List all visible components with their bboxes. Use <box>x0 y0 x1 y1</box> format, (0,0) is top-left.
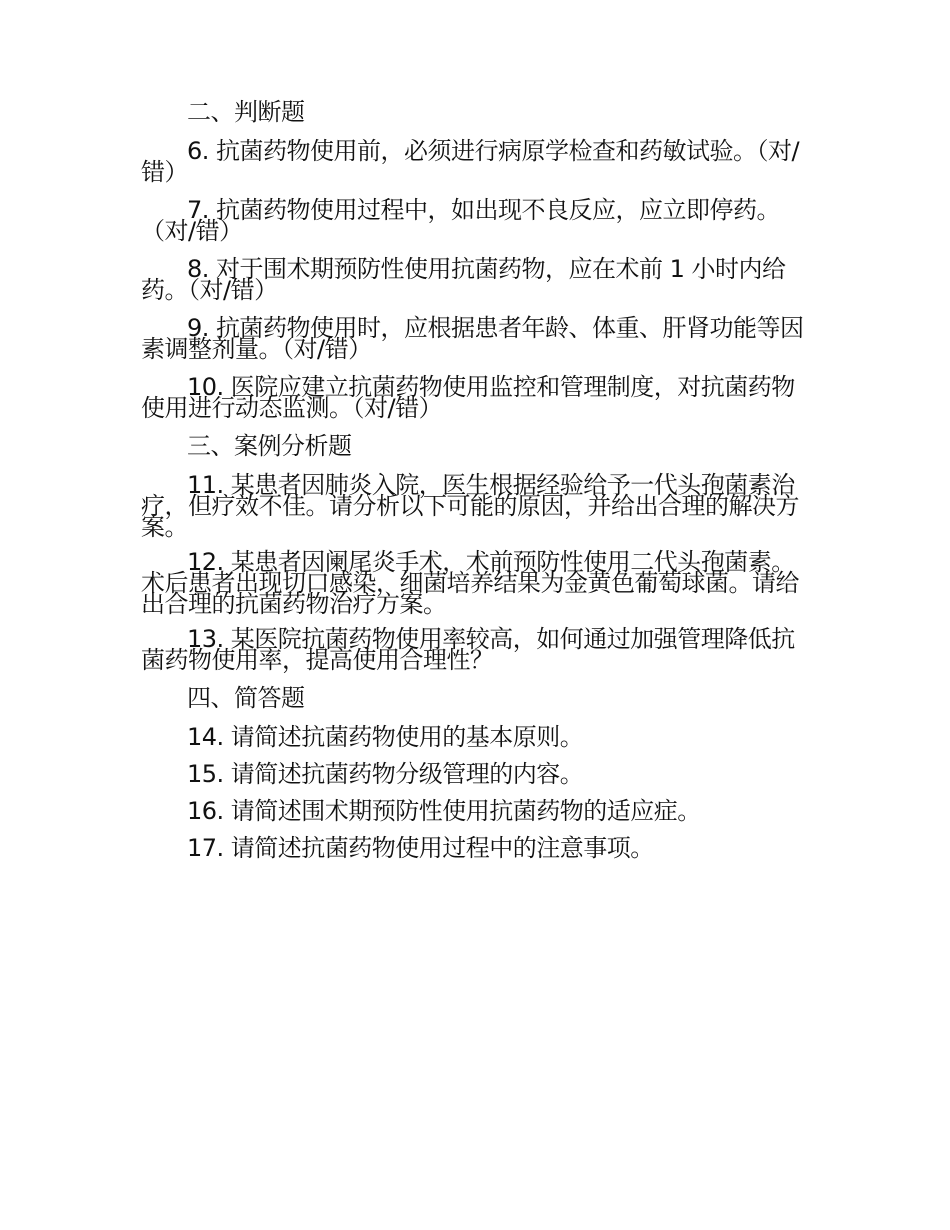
question-7: 7. 抗菌药物使用过程中，如出现不良反应，应立即停药。（对/错） <box>141 196 781 245</box>
question-10: 10. 医院应建立抗菌药物使用监控和管理制度，对抗菌药物使用进行动态监测。（对/错） <box>141 373 795 422</box>
section-heading-short-answer: 四、简答题 <box>187 684 305 712</box>
question-11: 11. 某患者因肺炎入院，医生根据经验给予一代头孢菌素治疗，但疗效不佳。请分析以下可能的原因，并给出合理的解决方案。 <box>141 471 799 541</box>
document-body <box>141 98 813 875</box>
question-13: 13. 某医院抗菌药物使用率较高，如何通过加强管理降低抗菌药物使用率，提高使用合理性？ <box>141 625 795 674</box>
question-17: 17. 请简述抗菌药物使用过程中的注意事项。 <box>187 834 654 862</box>
question-15: 15. 请简述抗菌药物分级管理的内容。 <box>187 760 584 788</box>
question-6: 6. 抗菌药物使用前，必须进行病原学检查和药敏试验。（对/错） <box>141 137 800 186</box>
question-9: 9. 抗菌药物使用时，应根据患者年龄、体重、肝肾功能等因素调整剂量。（对/错） <box>141 314 804 363</box>
question-14: 14. 请简述抗菌药物使用的基本原则。 <box>187 723 584 751</box>
section-heading-judgment: 二、判断题 <box>187 98 305 126</box>
question-16: 16. 请简述围术期预防性使用抗菌药物的适应症。 <box>187 797 701 825</box>
section-heading-case-analysis: 三、案例分析题 <box>187 432 352 460</box>
question-8: 8. 对于围术期预防性使用抗菌药物，应在术前 1 小时内给药。（对/错） <box>141 255 786 304</box>
question-12: 12. 某患者因阑尾炎手术，术前预防性使用二代头孢菌素。术后患者出现切口感染，细菌培养结果为金黄色葡萄球菌。请给出合理的抗菌药物治疗方案。 <box>141 548 799 618</box>
